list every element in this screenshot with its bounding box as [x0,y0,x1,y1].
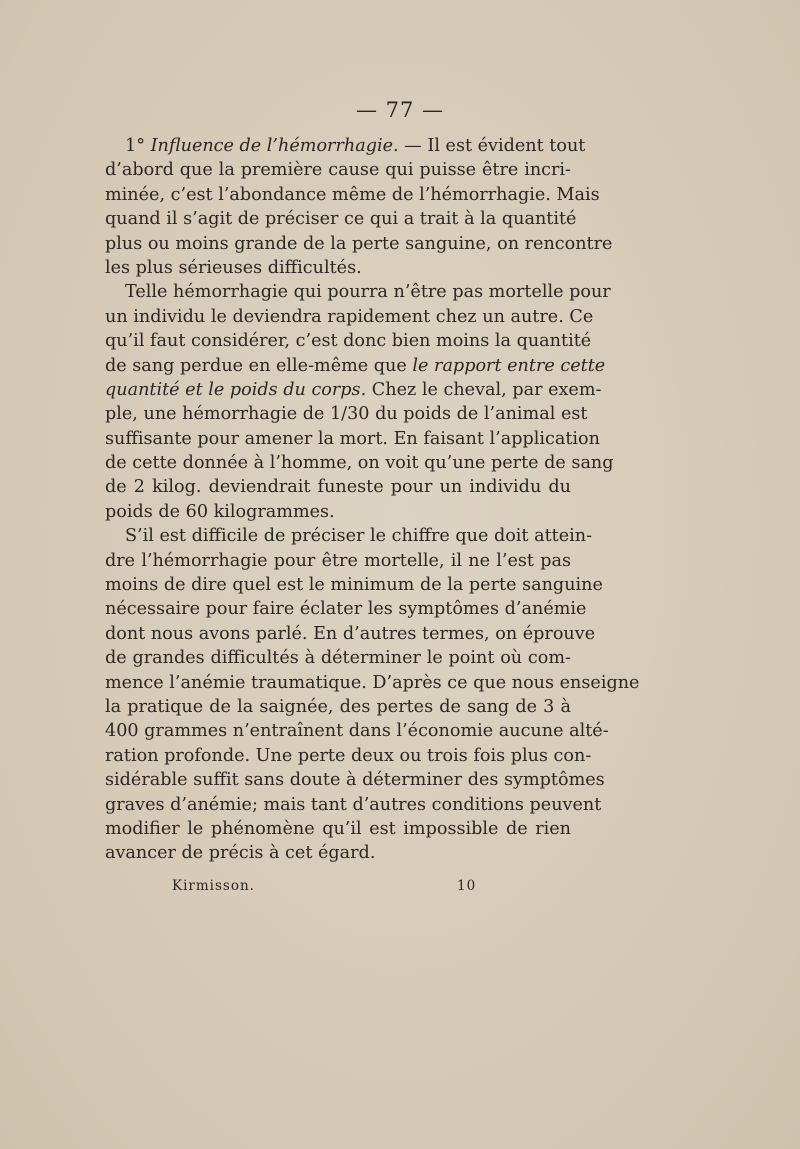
text-line [105,744,592,768]
text-run: quand il s’agit de préciser ce qui a trait à la quantité [105,209,577,230]
text-line [105,232,613,256]
text-line [105,622,596,646]
text-run: 1° [125,136,151,156]
text-run: moins de dire quel est le minimum de la perte sanguine [105,575,603,596]
sheet-number: 10 [457,878,477,894]
text-line [105,329,592,353]
text-line [105,207,577,231]
text-run: de cette donnée à l’homme, on voit qu’une perte de sang [105,453,614,474]
text-run: de 2 kilog. deviendrait funeste pour un individu du [105,477,571,498]
text-line [105,427,600,451]
text-run: avancer de précis à cet égard. [105,843,376,864]
text-run: sidérable suffit sans doute à déterminer des symptômes [105,770,605,791]
text-run: graves d’anémie; mais tant d’autres conditions peuvent [105,794,602,815]
text-run: d’abord que la première cause qui puisse être incri- [105,160,571,181]
text-line [105,524,593,548]
text-run: un individu le deviendra rapidement chez un autre. Ce [105,306,594,327]
text-line [105,305,594,329]
text-line [105,134,586,158]
text-run: de sang perdue en elle-même que [105,355,413,376]
text-line [105,573,603,597]
text-line [105,158,571,182]
page-number: — 77 — [355,98,445,122]
text-run: Telle hémorrhagie qui pourra n’être pas mortelle pour [125,282,611,303]
italic-run: le rapport entre cette [412,355,606,376]
text-run: dre l’hémorrhagie pour être mortelle, il ne l’est pas [105,550,571,571]
text-line [105,354,606,378]
text-line [105,256,571,280]
text-run: plus ou moins grande de la perte sanguine, on rencontre [105,233,613,254]
italic-run: quantité et le poids du corps. [105,379,367,400]
text-run: nécessaire pour faire éclater les symptômes d’anémie [105,599,587,620]
italic-run: Influence de l’hémorrhagie. [150,136,399,156]
text-run: de grandes difficultés à déterminer le point où com- [105,648,571,669]
text-line [105,475,571,499]
text-run: — Il est évident tout [398,136,586,156]
text-line [105,378,602,402]
text-run: modifier le phénomène qu’il est impossible de rien [105,818,571,839]
text-line [105,549,571,573]
text-line [105,597,587,621]
text-run: suffisante pour amener la mort. En faisant l’application [105,428,600,449]
text-line [105,841,571,865]
text-run: poids de 60 kilogrammes. [105,501,335,522]
text-line [105,719,609,743]
body-text [105,134,640,866]
text-line [105,817,571,841]
paragraph [105,280,614,524]
text-line [105,280,611,304]
text-line [105,671,640,695]
text-run: 400 grammes n’entraînent dans l’économie aucune alté- [105,721,609,742]
text-run: qu’il faut considérer, c’est donc bien moins la quantité [105,331,592,352]
text-run: dont nous avons parlé. En d’autres termes, on éprouve [105,623,596,644]
text-line [105,451,614,475]
text-run: mence l’anémie traumatique. D’après ce que nous enseigne [105,672,640,693]
text-run: Chez le cheval, par exem- [366,379,602,400]
text-line [105,500,571,524]
text-line [105,646,571,670]
text-line [105,695,571,719]
text-run: la pratique de la saignée, des pertes de sang de 3 à [105,696,571,717]
text-run: ple, une hémorrhagie de 1/30 du poids de l’animal est [105,404,588,425]
paragraph [105,524,640,865]
text-line [105,768,605,792]
text-line [105,183,600,207]
text-run: S’il est difficile de préciser le chiffre que doit attein- [125,526,593,547]
text-run: les plus sérieuses difficultés. [105,257,362,278]
text-line [105,793,602,817]
paragraph [105,134,613,280]
text-line [105,402,588,426]
text-run: ration profonde. Une perte deux ou trois fois plus con- [105,745,592,766]
text-run: minée, c’est l’abondance même de l’hémorrhagie. Mais [105,184,600,205]
printer-signature: Kirmisson. [172,878,255,894]
page-footer [0,878,800,902]
